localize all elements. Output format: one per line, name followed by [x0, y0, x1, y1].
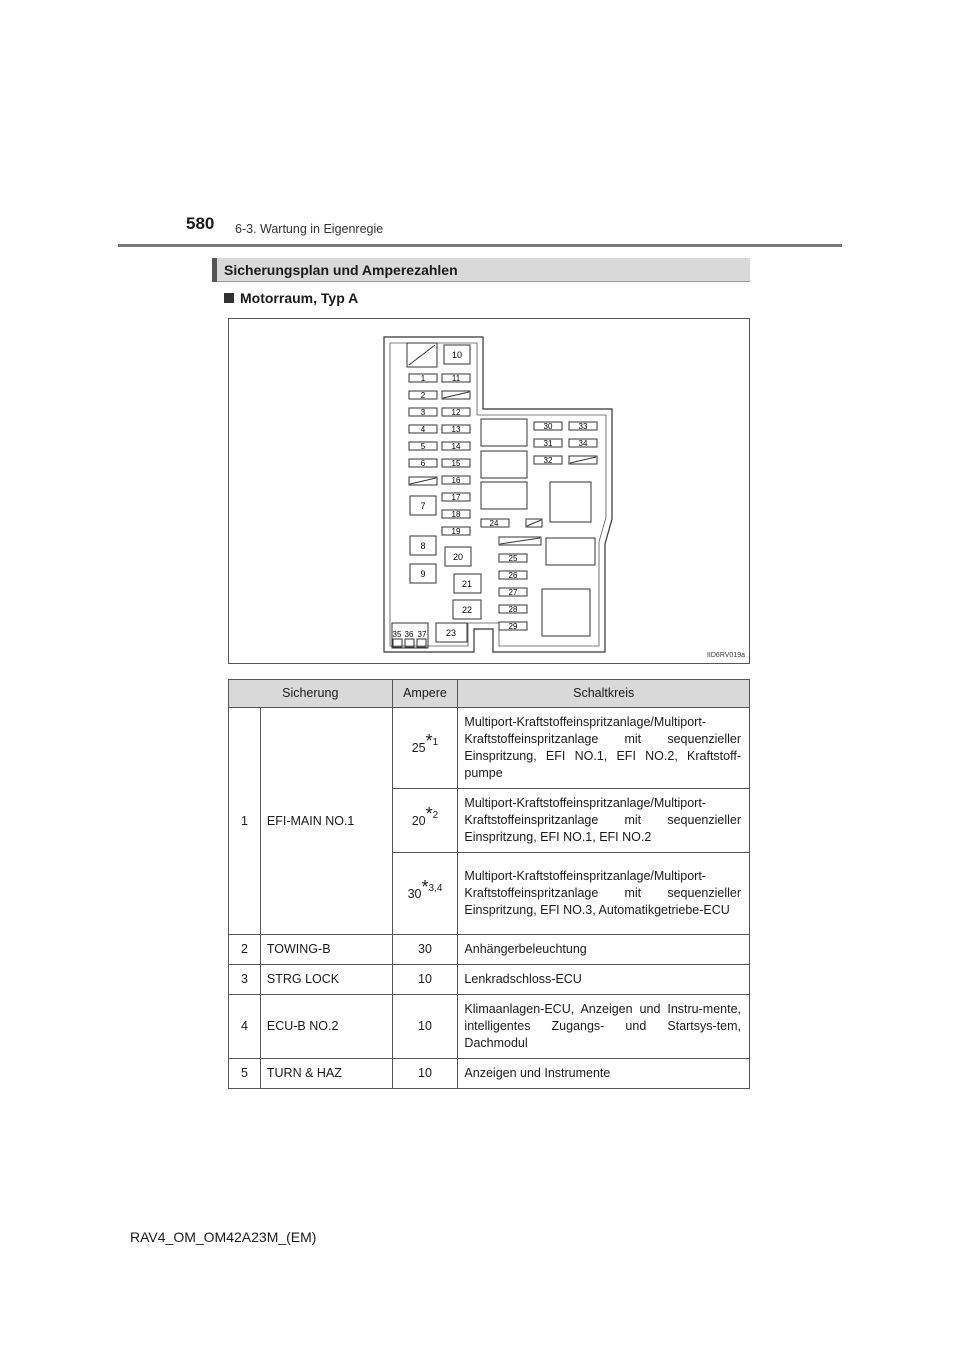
svg-text:8: 8 — [420, 541, 426, 551]
fuse-13 — [442, 425, 470, 434]
svg-text:17: 17 — [451, 493, 461, 502]
svg-text:34: 34 — [578, 439, 588, 448]
blank-slot-b-slash — [410, 478, 436, 484]
fuse-21 — [454, 574, 481, 593]
svg-text:22: 22 — [461, 605, 473, 615]
circuit-cell: Multiport-Kraftstoffeinspritzanlage/Multiport-Kraftstoffeinspritzanlage mit sequenzieller Einspritzung, EFI NO.3, Automatikgetriebe-ECU — [458, 853, 750, 935]
fuse-28 — [499, 605, 527, 614]
footnote-ref: 3,4 — [428, 882, 443, 894]
fuse-number: 3 — [229, 965, 261, 995]
table-row — [229, 965, 750, 995]
fuse-32 — [534, 456, 562, 465]
fuse-10 — [444, 345, 470, 364]
fuse-name: EFI-MAIN NO.1 — [260, 708, 392, 935]
circuit-cell: Multiport-Kraftstoffeinspritzanlage/Multiport-Kraftstoffeinspritzanlage mit sequenzieller Einspritzung, EFI NO.1, EFI NO.2 — [458, 789, 750, 853]
circuit-cell: Lenkradschloss-ECU — [458, 965, 750, 995]
relay-block-2 — [481, 451, 527, 478]
ampere-value: 30 — [407, 886, 422, 901]
svg-text:12: 12 — [451, 408, 461, 417]
fuse-37 — [417, 630, 427, 647]
fuse-box-diagram — [228, 318, 750, 664]
svg-text:27: 27 — [508, 588, 518, 597]
fuse-number: 2 — [229, 935, 261, 965]
ampere-value: 20 — [411, 813, 426, 828]
fuse-name: TOWING-B — [260, 935, 392, 965]
circuit-cell: Anhängerbeleuchtung — [458, 935, 750, 965]
svg-text:35: 35 — [392, 630, 402, 639]
svg-text:23: 23 — [445, 628, 457, 638]
svg-text:26: 26 — [508, 571, 518, 580]
fuse-24 — [481, 519, 509, 528]
fuse-20 — [445, 547, 471, 566]
fuse-30 — [534, 422, 562, 431]
fuse-26 — [499, 571, 527, 580]
svg-text:2: 2 — [420, 391, 426, 400]
svg-text:11: 11 — [451, 374, 461, 383]
svg-text:4: 4 — [420, 425, 426, 434]
square-bullet-icon — [224, 293, 234, 303]
fuse-8 — [410, 536, 436, 555]
svg-text:6: 6 — [420, 459, 426, 468]
fuse-name: TURN & HAZ — [260, 1059, 392, 1089]
svg-text:21: 21 — [461, 579, 473, 589]
svg-text:24: 24 — [489, 519, 499, 528]
fuse-15 — [442, 459, 470, 468]
figure-code: IID6RV019a — [706, 652, 745, 659]
housing-outer-outline — [384, 337, 612, 652]
ampere-cell — [392, 853, 458, 935]
blank-slot-c-slash — [527, 520, 541, 526]
svg-text:29: 29 — [508, 622, 518, 631]
relay-block-6 — [542, 589, 590, 636]
fuse-11 — [442, 374, 470, 383]
subsection-marker — [212, 258, 217, 282]
relay-block-1 — [481, 419, 527, 446]
relay-block-top-left-slash — [409, 345, 435, 365]
table-row — [229, 935, 750, 965]
svg-text:30: 30 — [543, 422, 553, 431]
fuse-name: STRG LOCK — [260, 965, 392, 995]
header-fuse: Sicherung — [229, 680, 393, 708]
fuse-33 — [569, 422, 597, 431]
svg-text:14: 14 — [451, 442, 461, 451]
heading-text: Motorraum, Typ A — [240, 290, 359, 306]
subsection-bar — [212, 258, 750, 282]
ampere-value: 30 — [392, 935, 458, 965]
footnote-ref: 2 — [432, 809, 439, 821]
fuse-25 — [499, 554, 527, 563]
fuse-2 — [409, 391, 437, 400]
blank-slot-e-slash — [570, 457, 596, 463]
fuse-18 — [442, 510, 470, 519]
fuse-box-svg — [229, 319, 749, 663]
fuse-19 — [442, 527, 470, 536]
footnote-star: * — [421, 876, 429, 897]
fuse-17 — [442, 493, 470, 502]
footnote-star: * — [425, 731, 433, 751]
fuse-number: 4 — [229, 995, 261, 1059]
fuse-16 — [442, 476, 470, 485]
circuit-cell: Multiport-Kraftstoffeinspritzanlage/Multiport-Kraftstoffeinspritzanlage mit sequenzieller Einspritzung, EFI NO.1, EFI NO.2, Kraftstoff-pumpe — [458, 708, 750, 789]
fuse-number: 1 — [229, 708, 261, 935]
svg-text:5: 5 — [420, 442, 426, 451]
svg-text:13: 13 — [451, 425, 461, 434]
circuit-cell: Anzeigen und Instrumente — [458, 1059, 750, 1089]
fuse-14 — [442, 442, 470, 451]
fuse-5 — [409, 442, 437, 451]
fuse-9 — [410, 564, 436, 583]
fuse-31 — [534, 439, 562, 448]
fuse-27 — [499, 588, 527, 597]
svg-text:16: 16 — [451, 476, 461, 485]
fuse-22 — [453, 600, 481, 619]
document-footer: RAV4_OM_OM42A23M_(EM) — [130, 1229, 317, 1245]
fuse-23 — [436, 623, 467, 642]
header-ampere: Ampere — [392, 680, 458, 708]
fuse-12 — [442, 408, 470, 417]
fuse-table — [228, 679, 750, 1089]
fuse-1 — [409, 374, 437, 383]
section-title: 6-3. Wartung in Eigenregie — [235, 222, 384, 236]
table-header-row — [229, 680, 750, 708]
table-row — [229, 1059, 750, 1089]
svg-text:25: 25 — [508, 554, 518, 563]
ampere-value: 10 — [392, 995, 458, 1059]
fuse-4 — [409, 425, 437, 434]
svg-text:1: 1 — [420, 374, 426, 383]
ampere-value: 25 — [411, 741, 426, 755]
svg-text:18: 18 — [451, 510, 461, 519]
svg-text:36: 36 — [404, 630, 414, 639]
svg-text:32: 32 — [543, 456, 553, 465]
footnote-ref: 1 — [432, 737, 439, 748]
svg-text:15: 15 — [451, 459, 461, 468]
svg-text:9: 9 — [420, 569, 426, 579]
ampere-cell — [392, 708, 458, 789]
svg-text:10: 10 — [451, 350, 463, 360]
fuse-7 — [410, 496, 436, 515]
svg-text:20: 20 — [452, 552, 464, 562]
svg-text:33: 33 — [578, 422, 588, 431]
svg-text:7: 7 — [420, 501, 426, 511]
fuse-34 — [569, 439, 597, 448]
svg-text:31: 31 — [543, 439, 553, 448]
fuse-6 — [409, 459, 437, 468]
fuse-name: ECU-B NO.2 — [260, 995, 392, 1059]
footnote-star: * — [425, 803, 433, 824]
page-number: 580 — [186, 214, 215, 233]
svg-text:3: 3 — [420, 408, 426, 417]
svg-text:37: 37 — [417, 630, 427, 639]
svg-text:28: 28 — [508, 605, 518, 614]
ampere-cell — [392, 789, 458, 853]
relay-block-4 — [550, 482, 591, 522]
table-row — [229, 708, 750, 789]
fuse-3 — [409, 408, 437, 417]
ampere-value: 10 — [392, 965, 458, 995]
header-circuit: Schaltkreis — [458, 680, 750, 708]
circuit-cell: Klimaanlagen-ECU, Anzeigen und Instru-mente, intelligentes Zugangs- und Startsys-tem, Dachmodul — [458, 995, 750, 1059]
fuse-number: 5 — [229, 1059, 261, 1089]
ampere-value: 10 — [392, 1059, 458, 1089]
header-divider — [118, 244, 842, 247]
table-row — [229, 995, 750, 1059]
svg-text:19: 19 — [451, 527, 461, 536]
fuse-29 — [499, 622, 527, 631]
blank-slot-d-slash — [500, 538, 540, 544]
blank-slot-a-slash — [443, 392, 469, 398]
fuse-36 — [405, 630, 414, 647]
section-heading — [224, 290, 358, 306]
relay-block-3 — [481, 482, 527, 509]
housing-inner-outline — [390, 343, 606, 646]
fuse-35 — [393, 630, 402, 647]
relay-block-5 — [546, 538, 595, 565]
subsection-title: Sicherungsplan und Amperezahlen — [224, 262, 458, 278]
